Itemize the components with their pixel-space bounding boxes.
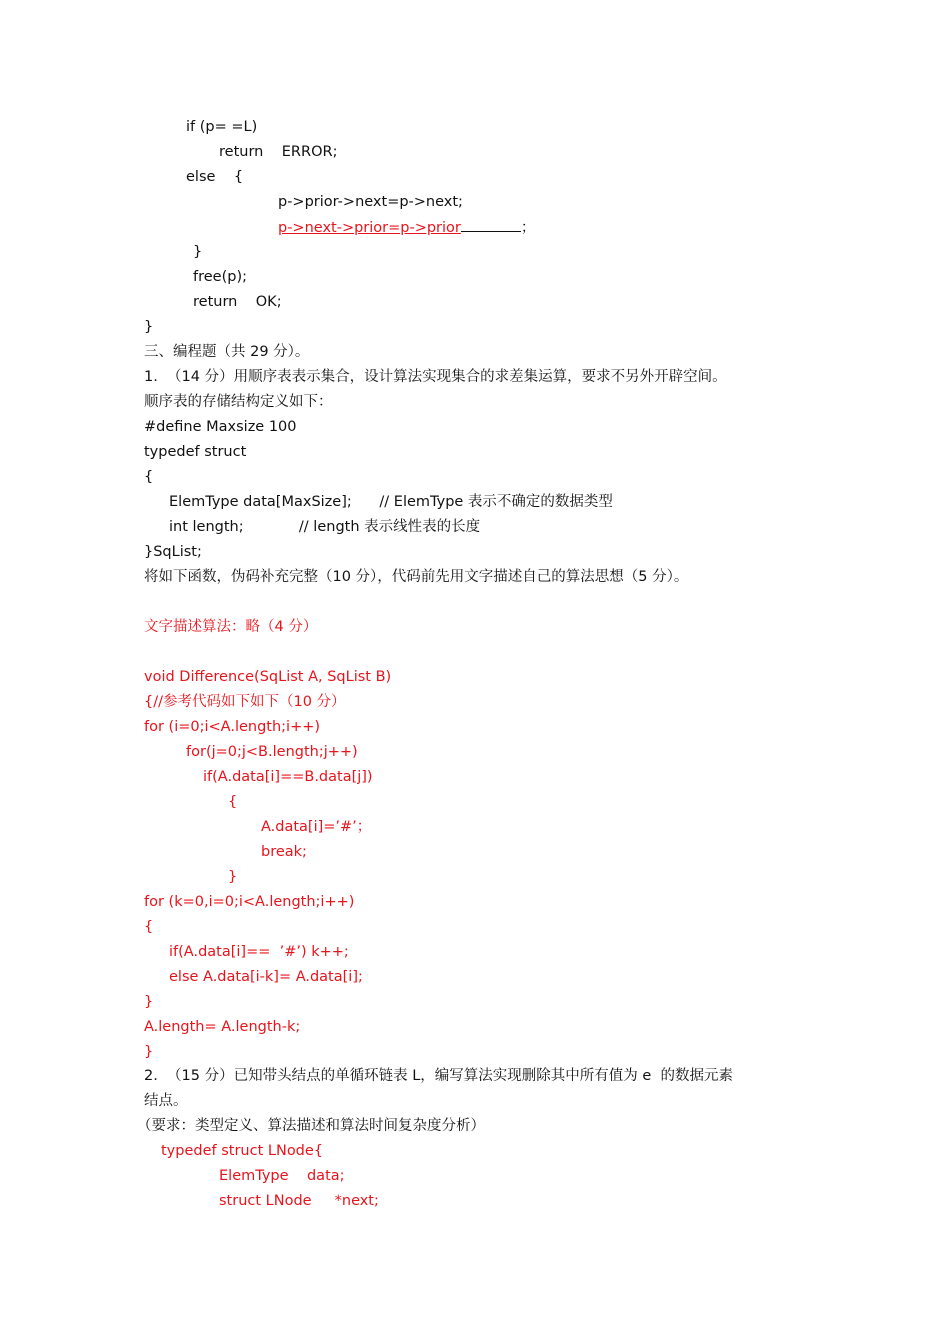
answer-code-line: A.length= A.length-k;: [144, 1019, 301, 1035]
answer-fill-line: [278, 215, 535, 240]
code-line: if (p= =L): [186, 119, 258, 135]
answer-code-line: typedef struct LNode{: [161, 1143, 324, 1159]
line-end: ；: [520, 220, 536, 236]
answer-code-line: A.data[i]=’#’；: [261, 819, 372, 835]
answer-description: 文字描述算法：略（4 分）: [144, 619, 318, 635]
code-line: return OK;: [193, 294, 282, 310]
answer-code-line: }: [228, 869, 238, 885]
question-text: 结点。: [144, 1093, 188, 1109]
answer-code-line: {: [144, 919, 154, 935]
section-heading: 三、编程题（共 29 分）。: [144, 344, 310, 360]
question-text: 顺序表的存储结构定义如下：: [144, 394, 333, 410]
answer-code-line: void Difference(SqList A, SqList B): [144, 669, 392, 685]
answer-code-line: if(A.data[i]==B.data[j]): [203, 769, 373, 785]
answer-code-line: }: [144, 1044, 154, 1060]
answer-code-line: struct LNode *next;: [219, 1193, 379, 1209]
instruction-text: 将如下函数，伪码补充完整（10 分），代码前先用文字描述自己的算法思想（5 分）。: [144, 569, 689, 585]
struct-def-line: {: [144, 469, 154, 485]
question-text: （要求：类型定义、算法描述和算法时间复杂度分析）: [137, 1118, 485, 1134]
question-text: 2. （15 分）已知带头结点的单循环链表 L，编写算法实现删除其中所有值为 e 的数据元素: [144, 1068, 734, 1084]
answer-code-line: {: [228, 794, 238, 810]
answer-code-line: if(A.data[i]== ’#’) k++;: [169, 944, 349, 960]
code-line: }: [193, 244, 203, 260]
code-line: free(p);: [193, 269, 247, 285]
answer-code-line: else A.data[i-k]= A.data[i];: [169, 969, 363, 985]
answer-code-line: for (i=0;i<A.length;i++): [144, 719, 321, 735]
struct-def-line: ElemType data[MaxSize]; // ElemType 表示不确定的数据类型: [169, 494, 613, 510]
answer-blank: [461, 215, 521, 232]
struct-def-line: typedef struct: [144, 444, 247, 460]
answer-code-line: break;: [261, 844, 307, 860]
answer-code-line: {//参考代码如下如下（10 分）: [144, 694, 346, 710]
code-line: else {: [186, 169, 244, 185]
struct-def-line: #define Maxsize 100: [144, 419, 297, 435]
code-line: }: [144, 319, 154, 335]
code-line: return ERROR;: [219, 144, 338, 160]
code-line: p->prior->next=p->next;: [278, 194, 463, 210]
answer-code-line: for(j=0;j<B.length;j++): [186, 744, 358, 760]
filled-answer: p->next->prior=p->prior: [278, 220, 461, 236]
answer-code-line: for (k=0,i=0;i<A.length;i++): [144, 894, 355, 910]
struct-def-line: }SqList;: [144, 544, 202, 560]
answer-code-line: ElemType data;: [219, 1168, 345, 1184]
question-text: 1. （14 分）用顺序表表示集合，设计算法实现集合的求差集运算，要求不另外开辟空间。: [144, 369, 727, 385]
struct-def-line: int length; // length 表示线性表的长度: [169, 519, 481, 535]
answer-code-line: }: [144, 994, 154, 1010]
